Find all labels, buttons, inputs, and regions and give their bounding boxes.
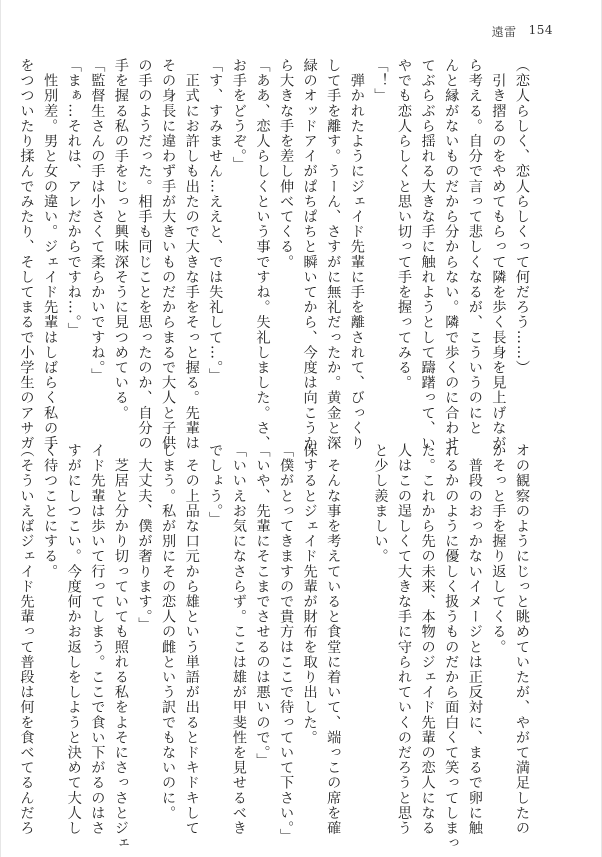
text-line: く待つことにする。 [42,443,59,579]
text-line: すがにしつこい。今度何かお返しをしようと決めて大人し [65,443,82,836]
text-line: そんな事を考えていると食堂に着いて、端っこの席を確 [325,443,342,836]
text-line: お手をどうぞ。」 [230,58,247,172]
text-line: 性別差。男と女の違い。ジェイド先輩はしばらく私の手 [42,58,59,451]
text-line: 芝居と分かり切っていても照れる私をよそにさっさとジェ [112,443,129,851]
text-line: 手を握る私の手をじっと興味深そうに見つめている。 [112,58,129,421]
text-line: その身長に違わず手が大きいものだからまるで大人と子供 [160,58,177,451]
text-line: と少し羨ましい。 [372,443,389,564]
text-line: てぶらぶら揺れる大きな手に触れようとして躊躇って、い [419,58,436,451]
text-line: 「まぁ…それは、アレだからですね…。」 [65,58,82,338]
text-line: イド先輩は歩いて行ってしまう。ここで食い下がるのはさ [89,443,106,836]
text-line: ら大きな手を差し伸べてくる。 [278,58,295,270]
text-line: 大丈夫、僕が奢ります。」 [136,443,153,633]
text-line: 人はこの逞しくて大きな手に守られていくのだろうと思う [396,443,413,836]
text-line: その上品な口元から雄という単語が出るとドキドキして [183,443,200,836]
page-number: 154 [528,23,553,37]
text-line: た。これから先の未来、本物のジェイド先輩の恋人になる [419,443,436,836]
text-line: 「いや、先輩にそこまでさせるのは悪いので。」 [254,443,271,769]
text-line: 「ああ、恋人らしくという事ですね。失礼しました。さ、 [254,58,271,451]
text-line: 緑のオッドアイがぱちぱちと瞬いてから、今度は向こうか [301,58,318,451]
text-line: 正式にお許しも出たので大きな手をそっと握る。先輩は [183,58,200,451]
text-line: して手を離す。うーん、さすがに無礼だったか。黄金と深 [325,58,342,451]
chapter-title: 遠雷 [491,25,517,39]
text-line: 普段のおっかないイメージとは正反対に、まるで卵に触 [466,443,483,836]
running-header [492,23,553,40]
text-line: の手のようだった。相手も同じことを思ったのか、自分の [136,58,153,451]
text-line: 「いいえお気になさらず。ここは雄が甲斐性を見せるべき [230,443,247,836]
text-line [344,443,368,809]
text-line: でしょう。」 [207,443,224,527]
text-line: 弾かれたようにジェイド先輩に手を離されて、びっくり [348,58,365,451]
text-line: オの観察のようにじっと眺めていたが、やがて満足したの [514,443,530,836]
text-line: 「！」 [372,58,389,104]
text-line: れるかのように優しく扱うものだから面白くて笑ってしまっ [443,443,460,851]
text-line: 保するとジェイド先輩が財布を取り出した。 [301,443,318,745]
text-line: をつついたり揉んでみたり、そしてまるで小学生のアサガ [18,58,35,451]
text-line: んと縁がないものだから分からない。隣で歩くのに合わせ [443,58,460,451]
text-line: （そういえばジェイド先輩って普段は何を食べてるんだろ [18,443,35,836]
text-line: しまう。私が別にその恋人の雌という訳でもないのに。 [160,443,177,821]
text-line: ら考える。自分で言って悲しくなるが、こういうのにと [466,58,483,436]
text-line: かそっと手を握り返してくる。 [490,443,507,655]
upper-text-block [18,58,533,451]
text-line: 引き摺るのをやめてもらって隣を歩く長身を見上げなが [490,58,507,451]
text-line: 「僕がとってきますので貴方はここで待っていて下さい。」 [278,443,295,844]
text-line: 「監督生さんの手は小さくて柔らかいですね。」 [89,58,106,384]
text-line: 「す、すみません…ええと、では失礼して…。」 [207,58,224,384]
lower-text-block [18,443,533,851]
text-line: やでも恋人らしくと思い切って手を握ってみる。 [396,58,413,391]
text-line: （恋人らしく、恋人らしくって何だろう……） [514,58,530,376]
